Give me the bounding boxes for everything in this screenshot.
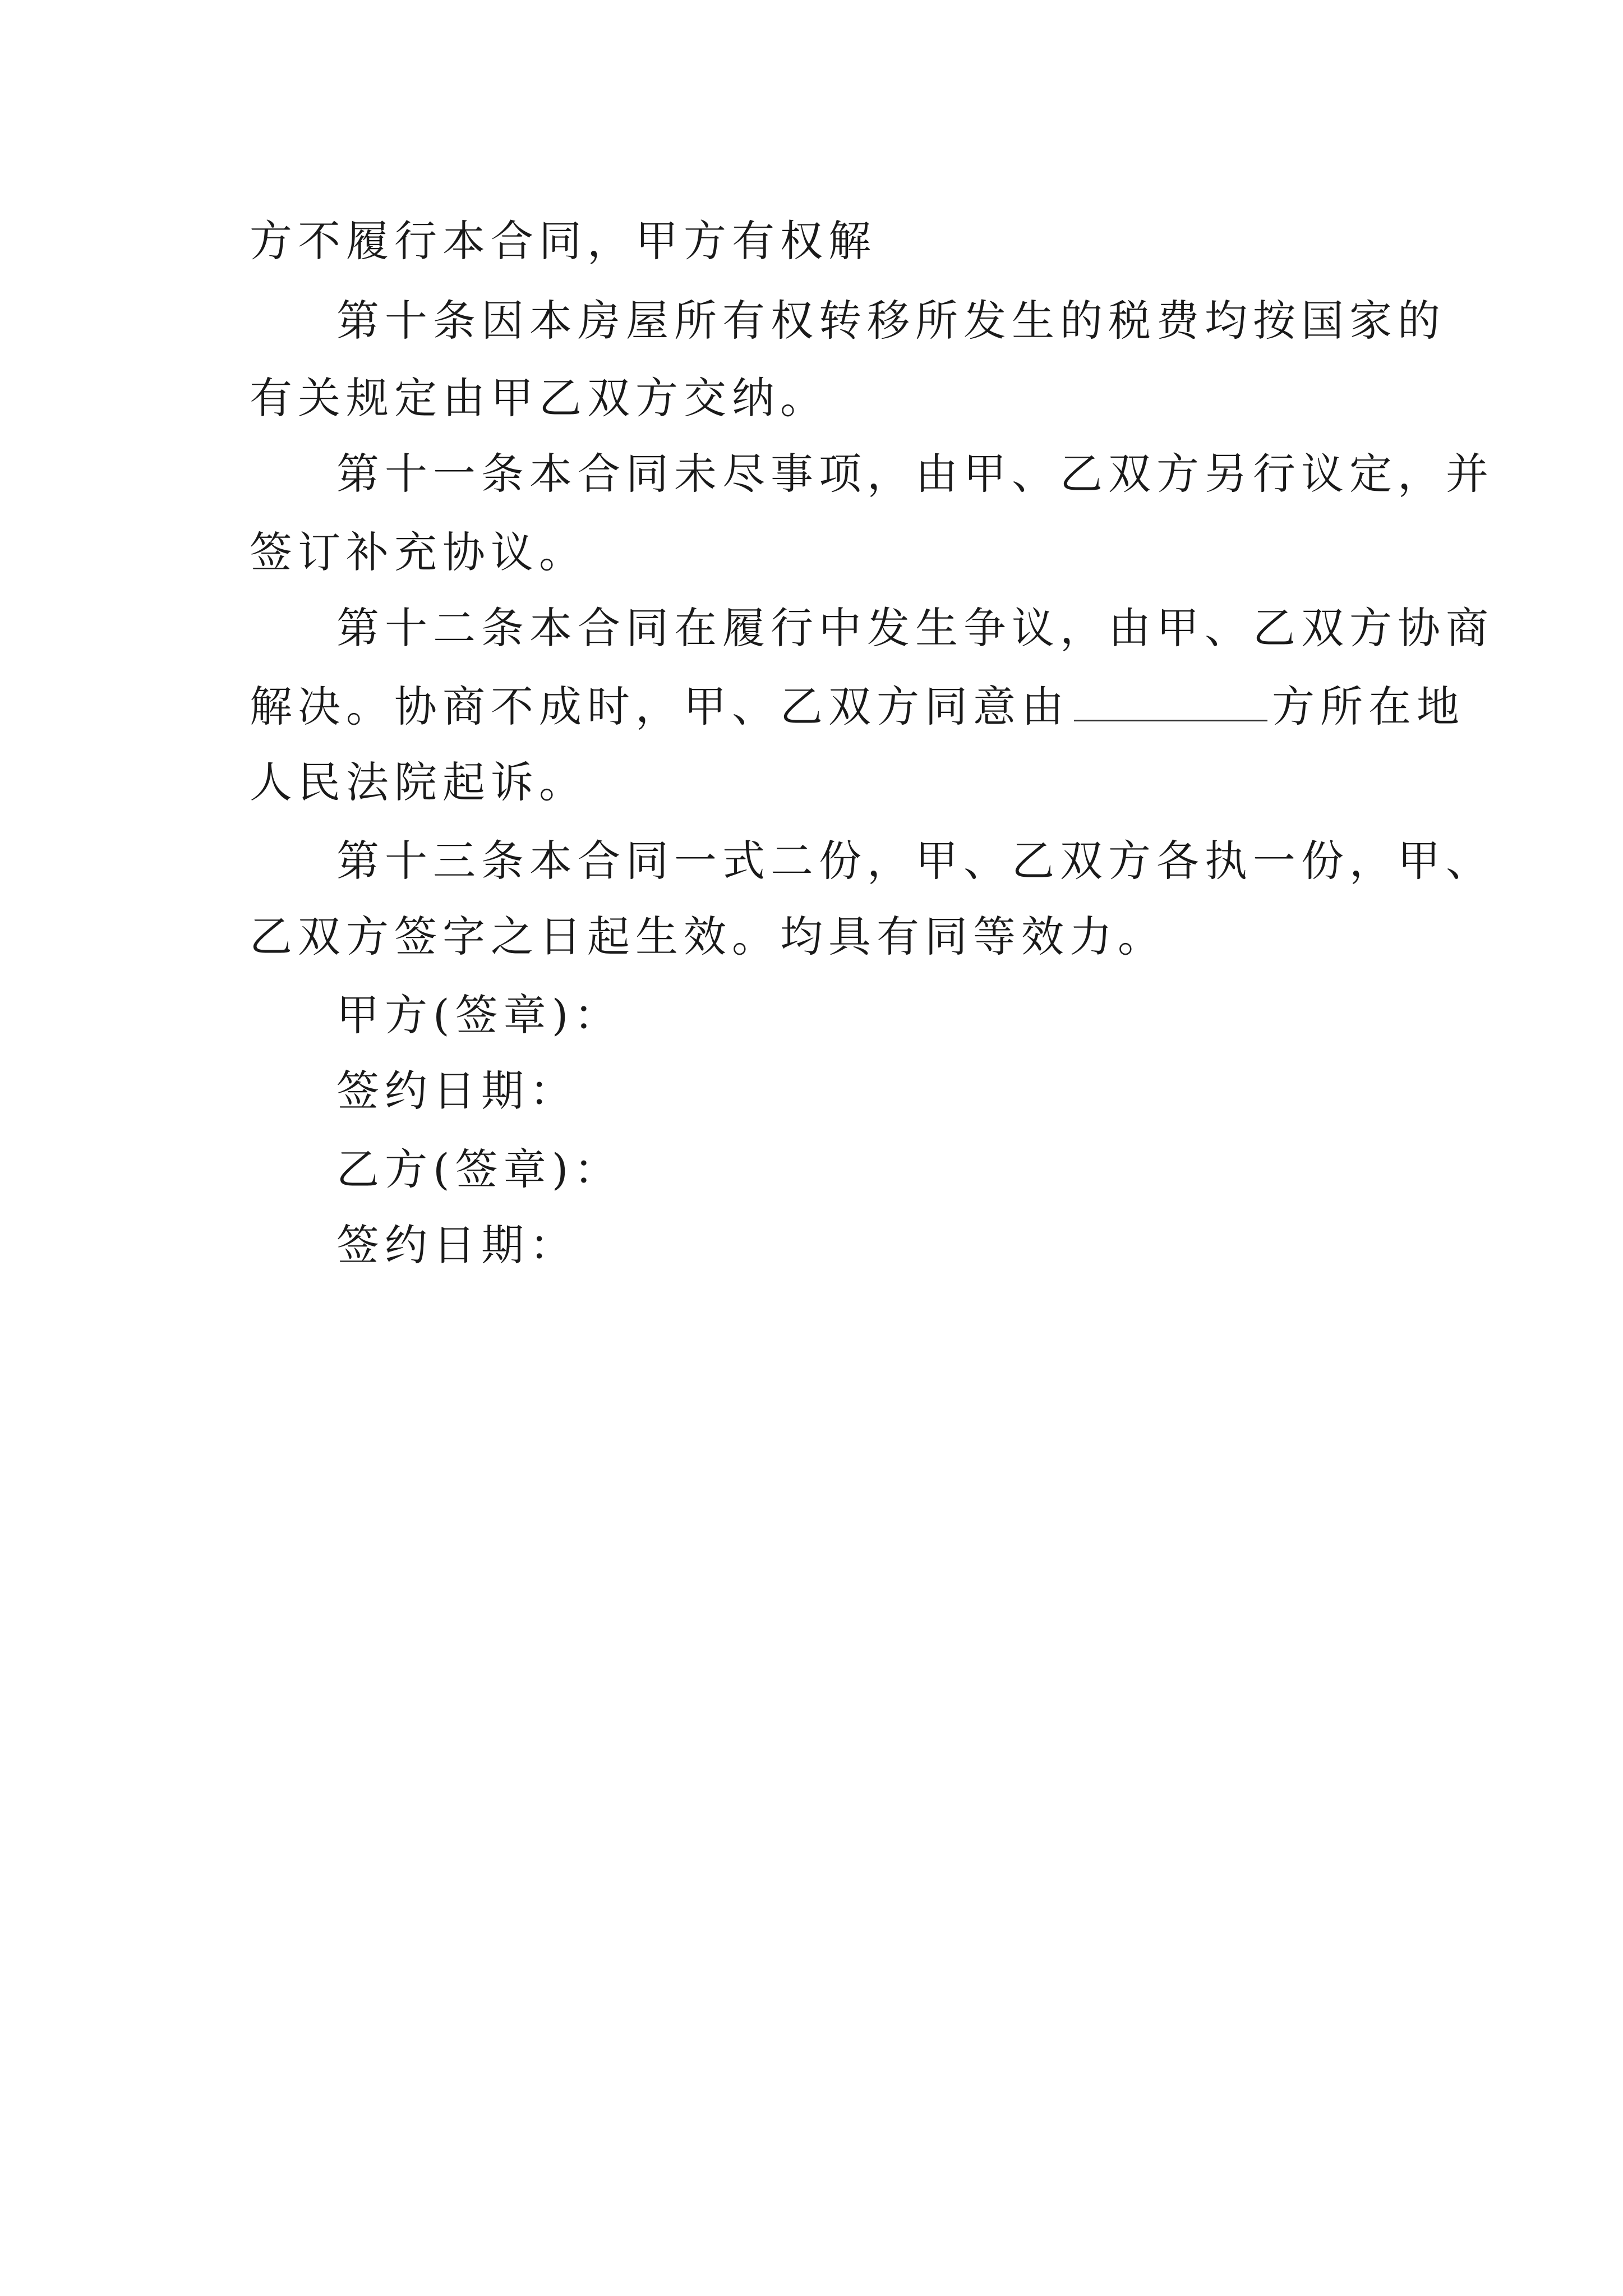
clause-11-line-1: 第十一条本合同未尽事项，由甲、乙双方另行议定，并 — [336, 449, 1494, 499]
party-b-signature-label: 乙方(签章)： — [336, 1144, 623, 1194]
clause-12-line-2-start: 解决。协商不成时，甲、乙双方同意由 — [250, 682, 1069, 731]
party-a-date-label: 签约日期： — [336, 1066, 578, 1116]
clause-11-line-2: 签订补充协议。 — [250, 527, 587, 577]
clause-10-line-2: 有关规定由甲乙双方交纳。 — [250, 373, 828, 423]
clause-12-line-1: 第十二条本合同在履行中发生争议，由甲、乙双方协商 — [336, 603, 1494, 653]
party-a-signature-label: 甲方(签章)： — [336, 990, 623, 1040]
party-b-date-label: 签约日期： — [336, 1220, 578, 1270]
clause-9-continuation: 方不履行本合同，甲方有权解 — [250, 216, 877, 266]
clause-12-line-2-end: 方所在地 — [1272, 682, 1465, 731]
clause-13-line-2: 乙双方签字之日起生效。均具有同等效力。 — [250, 912, 1166, 961]
clause-10-line-1: 第十条因本房屋所有权转移所发生的税费均按国家的 — [336, 296, 1446, 346]
clause-13-line-1: 第十三条本合同一式二份，甲、乙双方各执一份，甲、 — [336, 836, 1494, 886]
clause-12-line-2 — [250, 682, 1465, 732]
court-location-blank — [1074, 685, 1267, 721]
clause-12-line-3: 人民法院起诉。 — [250, 757, 587, 807]
